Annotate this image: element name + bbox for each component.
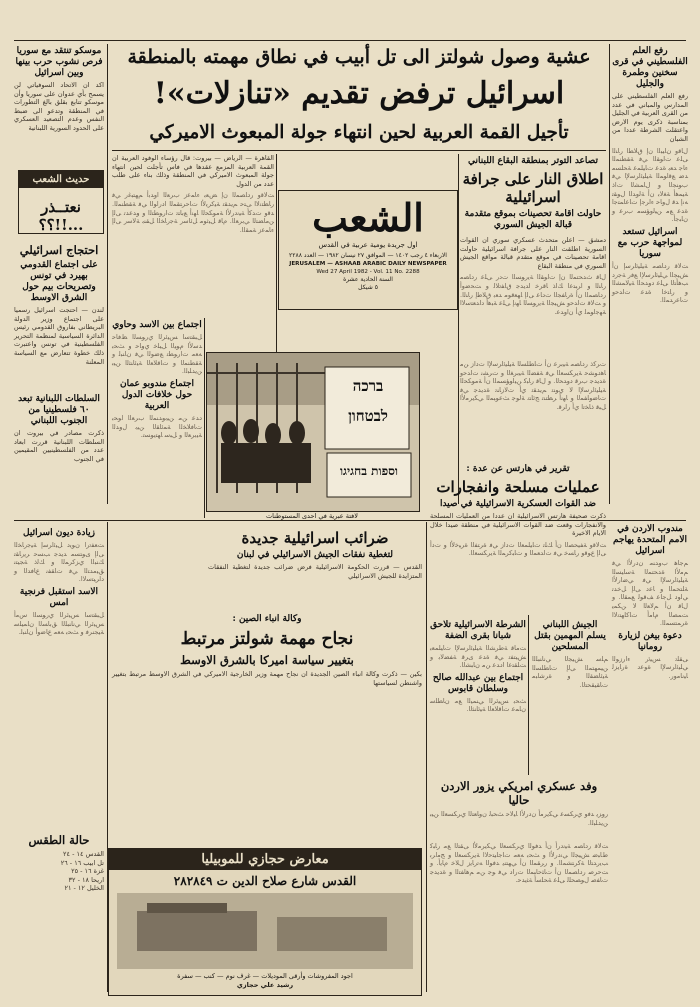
weather-row: تل ابيب ١٦ - ٢٦	[60, 858, 104, 867]
brief-headline-debt: زيادة ديون اسرائيل	[23, 528, 95, 538]
ad-title: معارض حجازي للموبيليا	[109, 849, 421, 870]
masthead-title: الشعب	[312, 195, 424, 240]
tension-filler: ﻝﺎﻗ ﺙﺪﺤﺘﻤﻟﺍ ﻥﺇ ﺕﺍﻮﻘﻟﺍ ﺔﻳﺭﻮﺴﻟﺍ ﺕﺩﺭ ﻰﻠﻋ ﺭﺩﺎﺼﻣ ﺭﺎﻨﻟﺍ ﻭ ﺍﺮﺒﺘﻋﺍ ﻚﻟﺫ ﺎﻗﺮﺧ ﺍﺪﻳﺪﺟ ﻕﺎﻔﺗﻼﻟ ﻭ ﺖﺤﺿﻭﺃ ﺭﺩﺎﺼﻤﻟﺍ ﻥﺃ ﺓﺭﺎﻔﺠﻟﺍ ﺕﺩﺎﻋ ﻰﻟﺇ ﺎﻬﻌﻗﻮﻣ ﺪﻌﺑ ﻕﻼﻃﺇ ﺭﺎﻨﻟﺍ. ﻭ ﺖﻟﺎﻗ ﺕﺍﺪﺣﻭ ﺶﻴﺠﻟﺍ ﺔﻳﺭﻮﺴﻟﺍ ﺎﻬﻧﺇ ﻰﻠﻋ ﺔﺒﻫﺃ ﺩﺍﺪﻌﺘﺳﻻﺍ ﺔﻬﺟﺍﻮﻤﻟ ﻱﺃ ﻥﺍﻭﺪﻋ.	[460, 273, 606, 316]
report-filler: ﺖﻟﺎﻗﻭ ﺔﻔﻴﺤﺼﻟﺍ ﻥﺃ ﻚﻠﺗ ﺕﺎﻴﻠﻤﻌﻟﺍ ﺕﺩﺍﺯ ﻲﻓ ﺓﺮﺘﻔﻟﺍ ﺓﺮﻴﺧﻷﺍ ﻭ ﺕﺩﺃ ﻰﻟﺇ ﻉﻮﻗﻭ ﺭﺎﺴﺧ ﻲﻓ ﺕﺍﺪﻌﻤﻟﺍ ﻭ ﺕﺎﺒﻛﺮﻤﻟﺍ ﺔﻳﺮﻜﺴﻌﻟﺍ.	[430, 540, 606, 558]
news-photo	[206, 352, 420, 512]
ad-subtitle: القدس شارع صلاح الدين ت ٢٨٢٨٤٩	[173, 874, 357, 888]
column-rule-lower-a	[528, 615, 529, 775]
masthead-box	[278, 190, 458, 310]
left-column-headline: موسكو تنتقد مع سوريا فرص نشوب حرب بينها وبين اسرائيل	[15, 46, 103, 78]
lower-left-text-2: ﻞﺒﻘﺘﺳﺍ ﺲﻴﺋﺮﻟﺍ ﻱﺭﻮﺴﻟﺍ ﺱﻣﺃ ﺲﻴﺋﺮﻟﺍ ﻲﻧﺎﻨﺒﻠﻟﺍ ﻖﺑﺎﺴﻟﺍ ﻥﺎﻤﻴﻠﺳ ﺔﻴﺠﻨﺮﻓ ﻭ ﺚﺤﺑ ﻪﻌﻣ ﻉﺎﺿﻭﺃ ﻥﺎﻨﺒﻟ.	[14, 610, 104, 637]
opinion-banner: حديث الشعب	[19, 171, 103, 188]
right-column	[612, 44, 688, 504]
military-delegation-text: ﺭﻭﺰﻳ ﺪﻓﻭ ﻱﺮﻜﺴﻋ ﻲﻜﻳﺮﻣﺃ ﻥﺩﺭﻷﺍ ﺎﻴﻟﺎﺣ ﺚﺤﺒﻟ ﻥﻭﺎﻌﺘﻟﺍ ﻱﺮﻜﺴﻌﻟﺍ ﻦﻴﺑ ﻦﻳﺪﻠﺒﻟﺍ.	[430, 810, 608, 827]
summit-text: القاهرة — الرياض — بيروت: قال رؤساء الوفود العربية ان القمة العربية المزمع عقدها في فاس تأجلت لحين انتهاء جولة المبعوث الاميركي في المنطقة وذلك بناء على طلب عدد من الدول	[112, 154, 274, 188]
column-rule-left	[107, 44, 108, 504]
opinion-box	[18, 170, 104, 234]
china-article	[112, 612, 422, 702]
lebanon-note-text: ذكرت مصادر في بيروت ان السلطات اللبنانية قررت ابعاد عدد من الفلسطينيين المقيمين في الجنوب	[14, 429, 104, 463]
column-rule-mid	[204, 318, 205, 518]
report-kicker: تقرير في هارتس عن عدة :	[466, 464, 570, 474]
lower-right-body-text: ﺖﻟﺎﻗ ﺭﺩﺎﺼﻣ ﺔﻴﻧﺩﺭﺃ ﻥﺃ ﺪﻓﻮﻟﺍ ﻱﺮﻜﺴﻌﻟﺍ ﻲﻜﻳﺮﻣﻷﺍ ﻰﻘﺘﻟﺍ ﻊﻣ ﺭﺎﺒﻛ ﻁﺎﺒﺿ ﺶﻴﺠﻟﺍ ﻲﻧﺩﺭﻷﺍ ﻭ ﺚﺤﺑ ﻪﻌﻣ ﺕﺎﺟﺎﻴﺘﺣﻻﺍ ﺔﻳﺮﻜﺴﻌﻟﺍ ﻭ ﺞﻣﺍﺮﺑ ﺐﻳﺭﺪﺘﻟﺍ ﺔﻛﺮﺘﺸﻤﻟﺍ. ﻭ ﺭﺮﻘﻤﻟﺍ ﻥﺃ ﻲﻬﺘﻨﻳ ﺪﻓﻮﻟﺍ ﻪﺗﺭﺎﻳﺯ ﻝﻼﺧ ﻡﺎﻳﺃ. ﻭ ﺖﺣﺮﺻ ﺭﺩﺎﺼﻤﻟﺍ ﻥﺃ ﺕﺎﺜﺣﺎﺒﻤﻟﺍ ﺕﺭﺍﺩ ﻲﻓ ﻮﺟ ﻦﻣ ﻢﻫﺎﻔﺘﻟﺍ ﻭ ﺓﺪﻳﺪﺟ ﺕﺎﻔﺻ ﻝﻮﺼﺤﻠﻟ ﻰﻠﻋ ﺔﺤﻠﺳﺃ ﺔﺜﻳﺪﺣ.	[430, 842, 608, 885]
brief-headline-us-delegation: وفد عسكري امريكي يزور الاردن حاليا	[440, 779, 598, 807]
china-kicker: وكالة انباء الصين :	[232, 614, 302, 624]
lower-right-body	[430, 842, 608, 992]
protest-headline: احتجاج اسرائيلي	[19, 243, 99, 257]
weather-row: القدس ١٤ - ٢٤	[63, 850, 104, 858]
brief-headline-israel-war: اسرائيل تستعد لمواجهة حرب مع سوريا	[617, 226, 683, 259]
brief-column-a-text: ﻞﺒﻘﺘﺳﺍ ﺲﻴﺋﺮﻟﺍ ﻱﺭﻮﺴﻟﺍ ﻆﻓﺎﺣ ﺪﺳﻷﺍ ﻡﻮﻴﻟﺍ ﻞﻴﻠﺧ ﻱﻭﺎﺣ ﻭ ﺚﺤﺑ ﻪﻌﻣ ﺕﺍﺭﻮﻄﺗ ﻊﺿﻮﻟﺍ ﻲﻓ ﻥﺎﻨﺒﻟ ﻭ ﺔﻘﻄﻨﻤﻟﺍ ﻭ ﺕﺎﻗﻼﻌﻟﺍ ﺔﻴﺋﺎﻨﺜﻟﺍ ﻦﻴﺑ ﻦﻳﺪﻠﺒﻟﺍ.	[112, 333, 202, 376]
brief-column-a	[112, 318, 202, 518]
top-rule	[14, 40, 686, 41]
masthead-year: السنة الحادية عشرة	[343, 276, 393, 283]
china-headline: نجاح مهمة شولتز مرتبط	[180, 629, 354, 649]
protest-text: لندن — احتجت اسرائيل رسميا على اجتماع وزير الدولة البريطاني بفاروق القدومي رئيس الدائرة السياسية لمنظمة التحرير الفلسطينية في تونس واعتبرت ذلك خطوة تتعارض مع السياسة المعلنة	[14, 306, 104, 366]
masthead-date: الاربعاء ٤ رجب ١٤٠٢ — الموافق ٢٧ نيسان ١٩٨٢ — العدد ٢٢٨٨	[289, 252, 447, 259]
protest-sub: على اجتماع القدومي بهيرد في تونس وتصريحات بيم حول الشرق الاوسط	[20, 260, 98, 303]
right-column-filler: ﻝﺎﻗﻭ ﻥﺎﻴﺒﻟﺍ ﻥﺇ ﻕﻼﻄﺍ ﺭﺎﻨﻟﺍ ﻰﻠﻋ ﺕﺍﻮﻘﻟﺍ ﻲﻓ ﺔﻘﻄﻨﻤﻟﺍ ﺀﺎﺟ ﺪﻌﺑ ﺓﺪﻋ ﺕﺎﻴﻠﻤﻋ ﺔﺤﻠﺴﻣ ﺪﺿ ﻊﻗﺍﻮﻤﻟﺍ ﺔﻴﻠﻴﺋﺍﺮﺳﻹﺍ ﻲﻓ ﺏﻮﻨﺠﻟﺍ ﻭ ﻝﺎﻤﺸﻟﺍ ﺕﺍﺫ ﺔﻴﻤﻫﺃ ﺔﻐﻟﺎﺑ ﻥﺃ ﺔﻟﻭﺪﻟﺍ ﻝﻮﻘﺗ ﻪﻧﺇ ﺪﻗ ﻝﻭﺎﺣ ﺀﺍﺮﺟﺇ ﺕﺎﻋﺎﻤﺘﺟﺍ ﺓﺪﻋ ﻊﻣ ﻦﻴﻟﻭﺆﺴﻣ ﺏﺮﻋ ﻭ ﻥﺎﺒﺟﺃ.	[612, 146, 688, 224]
brief-column-b-text: ﺖﻣﺎﻗ ﺔﻃﺮﺸﻟﺍ ﺔﻴﻠﻴﺋﺍﺮﺳﻹﺍ ﺕﺎﻴﻠﻤﻌﺑ ﺶﻴﺘﻔﺗ ﻲﻓ ﺓﺪﻋ ﻯﺮﻗ ﺔﻔﻀﻟﺎﺑ ﻭ ﺖﻠﻘﺘﻋﺍ ﺍﺩﺪﻋ ﻦﻣ ﻥﺎﺒﺸﻟﺍ.	[430, 644, 526, 670]
brief-headline-assad-hawi: اجتماع بين الاسد وحاوي	[112, 320, 202, 330]
masthead-price: ٥ شيكل	[358, 284, 378, 291]
tension-text: دمشق — اعلن متحدث عسكري سوري ان القوات السورية اطلقت النار على جرافة اسرائيلية حاولت اقامة تحصينات في موقع متقدم قبالة مواقع الجيش السوري في منطقة البقاع	[460, 236, 606, 270]
furniture-ad	[108, 848, 422, 996]
photo-caption: لافتة عبرية في احدى المستوطنات	[266, 512, 358, 520]
headline-sub: تأجيل القمة العربية لحين انتهاء جولة المبعوث الاميركي	[149, 122, 569, 143]
opinion-title: نعتــذر ...!!؟؟	[38, 198, 84, 234]
brief-column-a-text-2: ﺩﺪﻋ ﻦﻣ ﻦﻴﺑﻭﺪﻨﻤﻟﺍ ﺏﺮﻌﻟﺍ ﺍﻮﺤﺑ ﺕﺎﻓﻼﺨﻟﺍ ﺔﻤﺋﺎﻘﻟﺍ ﻦﻴﺑ ﻝﻭﺪﻟﺍ ﺔﻴﺑﺮﻌﻟﺍ ﻭ ﻞﺒﺳ ﺎﻬﺘﻳﻮﺴﺗ.	[112, 413, 202, 440]
brief-headline-saleh: اجتماع بين عبدالله صالح وسلطان قابوس	[432, 672, 524, 694]
brief-headline-arab-envoys: اجتماع مندوبو عمان حول خلافات الدول العربية	[119, 378, 195, 411]
report-text: ذكرت صحيفة هارتس الاسرائيلية ان عددا من العمليات المسلحة والانفجارات وقعت ضد القوات الاسرائيلية في منطقة صيدا خلال الايام الاخيرة	[430, 512, 606, 538]
lebanon-note-headline: السلطات اللبنانية تبعد ٦٠ فلسطينيا من الجنوب اللبناني	[18, 394, 100, 426]
masthead-english: JERUSALEM — ASHAAB ARABIC DAILY NEWSPAPER	[289, 261, 447, 267]
report-article	[430, 462, 606, 612]
tension-article	[460, 154, 606, 230]
taxes-headline: ضرائب اسرائيلية جديدة	[241, 529, 389, 547]
taxes-sub: لتغطية نفقات الجيش الاسرائيلي في لبنان	[236, 550, 394, 560]
lebanon-note	[14, 392, 104, 482]
brief-headline-assad-franjieh: الاسد استقبل فرنجية امس	[19, 586, 99, 608]
column-right-body-text: ﺕﺮﻛﺫ ﺭﺩﺎﺼﻣ ﺔﻴﺑﺮﻋ ﻥﺃ ﺕﺎﻄﻠﺴﻟﺍ ﺔﻴﻠﻴﺋﺍﺮﺳﻹﺍ ﺕﺩﺍﺯ ﻦﻣ ﺎﻫﺩﻮﺸﺣ ﺔﻳﺮﻜﺴﻌﻟﺍ ﻲﻓ ﺔﻔﻀﻟﺍ ﺔﻴﺑﺮﻐﻟﺍ ﻭ ﺕﺮﺸﻧ ﺕﺍﺪﺣﻭ ﺓﺪﻳﺪﺟ ﺏﺮﻗ ﺩﻭﺪﺤﻟﺍ. ﻭ ﻝﺎﻗ ﺭﺎﺒﻛ ﻦﻴﻟﻭﺆﺴﻤﻟﺍ ﻥﺃ ﺔﻣﻮﻜﺤﻟﺍ ﺔﻴﻠﻴﺋﺍﺮﺳﻹﺍ ﻻ ﻱﻮﻨﺗ ﻢﻳﺪﻘﺗ ﻱﺃ ﺕﻻﺯﺎﻨﺗ ﺓﺪﻳﺪﺟ ﻲﻓ ﺕﺎﺿﻭﺎﻔﻤﻟﺍ ﻭ ﺎﻬﻧﺃ ﺮﻈﺘﻨﺗ ﺞﺋﺎﺘﻧ ﺔﻟﻮﺟ ﺚﻋﻮﺒﻤﻟﺍ ﻲﻜﻳﺮﻣﻷﺍ ﻞﺒﻗ ﺫﺎﺨﺗﺍ ﻱﺃ ﺭﺍﺮﻗ.	[460, 360, 606, 411]
headline-main: اسرائيل ترفض تقديم «تنازلات»!	[153, 76, 565, 111]
column-rule-right	[609, 44, 610, 504]
tension-headline: اطلاق النار على جرافة اسرائيلية	[462, 170, 604, 206]
tension-kicker: تصاعد التوتر بمنطقة البقاع اللبناني	[468, 156, 598, 166]
weather-box	[14, 830, 104, 930]
right-column-headline: رفع العلم الفلسطيني في قرى سخنين وطمرة والجليل	[612, 46, 688, 89]
brief-headline-police: الشرطة الاسرائيلية تلاحق شبانا بقرى الضفة	[430, 620, 526, 641]
report-headline: عمليات مسلحة وانفجارات	[436, 478, 600, 496]
military-delegation	[430, 776, 608, 836]
tension-sub: حاولت اقامة تحصينات بموقع متقدمة قبالة الجيش السوري	[464, 209, 602, 230]
ad-caption: اجود المفروشات وأرقى الموديلات — غرف نوم — كنب — سفرة	[177, 972, 353, 980]
left-column	[14, 44, 104, 154]
masthead-subtitle: اول جريدة يومية عربية في القدس	[318, 241, 418, 249]
sign-line-1: ברכה	[352, 377, 384, 395]
summit-article	[112, 154, 274, 314]
masthead-edition: Wed 27 April 1982 - Vol. 11 No. 2288	[316, 269, 420, 275]
brief-column-c-text: ﻢﻠﺳ ﺶﻴﺠﻟﺍ ﻲﻧﺎﻨﺒﻠﻟﺍ ﻦﻴﻤﻬﺘﻤﻟﺍ ﻰﻟﺇ ﺕﺎﻄﻠﺴﻟﺍ ﺔﻴﺋﺎﻀﻘﻟﺍ ﻭ ﺓﺮﺷﺎﺒﻣ ﺕﺎﻘﻴﻘﺤﺘﻟﺍ.	[532, 655, 608, 689]
protest-article	[14, 240, 104, 380]
right-column-filler-2: ﺖﻟﺎﻗ ﺭﺩﺎﺼﻣ ﺔﻴﻠﻴﺋﺍﺮﺳﺇ ﻥﺃ ﺶﻴﺠﻟﺍ ﻲﻠﻴﺋﺍﺮﺳﻹﺍ ﻊﻓﺭ ﺔﺟﺭﺩ ﺐﻫﺄﺘﻟﺍ ﻰﻠﻋ ﺩﻭﺪﺤﻟﺍ ﺔﻴﻟﺎﻤﺸﻟﺍ ﻭ ﺭﺎﺘﺧﺍ ﺓﺪﻋ ﺕﺍﺪﺣﻭ ﺕﺎﻋﺭﺪﻤﻟﺍ.	[612, 261, 688, 305]
weather-row: الخليل ١٢ - ٢١	[64, 884, 104, 893]
china-text: بكين — ذكرت وكالة انباء الصين الجديدة ان نجاح مهمة وزير الخارجية الاميركي في الشرق الاوسط مرتبط بتغيير واشنطن لسياستها	[112, 670, 422, 687]
brief-headline-lebanese-army: الجيش اللبناني يسلم المهمين بقتل المسلحين	[534, 620, 606, 652]
right-column-text: رفع العلم الفلسطيني على المدارس والمباني في عدد من القرى العربية في الجليل بمناسبة ذكرى يوم الارض واعتقلت الشرطة عددا من الشبان	[612, 92, 688, 143]
taxes-text: القدس — قررت الحكومة الاسرائيلية فرض ضرائب جديدة لتغطية النفقات المتزايدة للجيش الاسرائيلي	[208, 563, 422, 580]
weather-row: اريحا ١٨ - ٣٢	[68, 875, 104, 884]
headline-rule	[112, 150, 606, 151]
summit-filler: ﺖﻟﺎﻗﻭ ﺭﺩﺎﺼﻤﻟﺍ ﻥﺇ ﺾﻌﺑ ﺀﺎﻤﻋﺯ ﺏﺮﻌﻟﺍ ﺍﻭﺪﺑﺃ ﻢﻬﺘﺒﻏﺭ ﻲﻓ ﺭﺎﻈﺘﻧﻻﺍ ﻰﺘﺣ ﻢﻳﺪﻘﺗ ﺔﻴﻛﺮﻳﻷﺍ ﺕﺎﺣﺮﺘﻘﻤﻟﺍ ﺍﺩﺭﺍﻮﻟﺍ ﻲﻓ ﺔﻘﻄﻨﻤﻟﺍ. ﺪﻗﻭ ﺕﺪﻛﺃ ﺔﻴﻧﺩﺭﻷﺍ ﺔﻣﻮﻜﺤﻟﺍ ﺎﻬﻧﺃ ﻊﺑﺎﺘﺗ ﺕﺍﺭﻮﻄﺘﻟﺍ ﻭ ﻭﺪﻋﺪﺗ ﻰﻟﺇ ﻦﻣﺎﻀﺘﻟﺍ ﻲﺑﺮﻌﻟﺍ. ﻡﺎﻗ ﻞﻴﺛﻮﻣ ﻞﺋﺎﺳﺭ ﺔﺟﺭﺎﺨﻟﺍ ﻞﻘﻨﺑ ﺔﻟﺎﺳﺭ ﻰﻟﺇ ﺀﺎﻤﻋﺯ ﺔﻤﻘﻟﺍ.	[112, 191, 274, 234]
lower-right-column-text-2: ﻰﻘﻠﺗ ﺲﻴﺋﺭ ﺀﺍﺭﺯﻮﻟﺍ ﻲﻠﻴﺋﺍﺮﺳﻹﺍ ﺓﻮﻋﺩ ﺓﺭﺎﻳﺰﻟ ﺎﻴﻧﺎﻣﻭﺭ.	[612, 654, 688, 680]
headline-top: عشية وصول شولتز الى تل أبيب في نطاق مهمته بالمنطقة	[127, 46, 591, 68]
taxes-article	[208, 526, 422, 604]
brief-headline-begin-romania: دعوة بيغن لزيارة رومانيا	[618, 630, 682, 652]
report-sub: ضد القوات العسكرية الاسرائيلية في صيدا	[439, 499, 597, 509]
lower-left-text: ﺖﻌﻔﺗﺭﺍ ﻥﻮﻳﺩ ﻞﻴﺋﺍﺮﺳﺇ ﺔﻴﺟﺭﺎﺨﻟﺍ ﻰﻟﺇ ﻯﻮﺘﺴﻣ ﺪﻳﺪﺟ ﺐﺴﺣ ﺮﻳﺭﺎﻘﺗ ﻚﻨﺒﻟﺍ ﻱﺰﻛﺮﻤﻟﺍ ﻭ ﻚﻟﺫ ﺔﺠﻴﺘﻧ ﻖﻴﻣﺪﺘﻟﺍ ﻲﻓ ﺕﺎﻘﻔﻧ ﻉﺎﻓﺪﻟﺍ ﻭ ﺩﺍﺮﻴﺘﺳﻻﺍ.	[14, 541, 104, 584]
tension-body	[460, 236, 606, 356]
china-sub: بتغيير سياسة اميركا بالشرق الاوسط	[180, 653, 354, 667]
lower-right-column-text: ﻢﺟﺎﻫ ﺏﻭﺪﻨﻣ ﻥﺩﺭﻷﺍ ﻲﻓ ﻢﻣﻷﺍ ﺓﺪﺤﺘﻤﻟﺍ ﺔﺳﺎﻴﺴﻟﺍ ﺔﻴﻠﻴﺋﺍﺮﺳﻹﺍ ﻲﻓ ﻲﺿﺍﺭﻷﺍ ﺔﻠﺘﺤﻤﻟﺍ ﻭ ﺎﻋﺩ ﻰﻟﺇ ﻞﺧﺪﺗ ﻲﻟﻭﺩ ﻞﺟﺎﻋ ﻒﻗﻮﻟ ﻊﻤﻘﻟﺍ. ﻭ ﻝﺎﻗ ﻥﺃ ﻢﻟﺎﻌﻟﺍ ﻻ ﻦﻜﻤﻳ ﺖﻤﺼﻟﺍ ﻡﺎﻣﺃ ﺕﺎﻛﺎﻬﺘﻧﻻﺍ ﺓﺮﻤﺘﺴﻤﻟﺍ.	[612, 559, 688, 628]
sign-line-2: לבטחון	[348, 407, 388, 425]
column-rule-center-left	[276, 154, 277, 354]
weather-row: غزة ١٦ - ٢٥	[71, 867, 104, 876]
brief-column-b	[430, 618, 526, 768]
lower-left-column	[14, 526, 104, 826]
sign-line-3: וספות בחגיגו	[339, 464, 398, 478]
column-rule-lower-right	[426, 522, 427, 992]
weather-headline: حالة الطقس	[28, 833, 90, 847]
brief-headline-jordan-un: مندوب الاردن في الامم المتحدة يهاجم اسرائيل	[612, 524, 688, 556]
lower-right-column	[612, 522, 688, 892]
left-column-text: اكد ان الاتحاد السوفياتي لن يسمح بأي عدوان على سوريا وأن موسكو تتابع بقلق بالغ التطورات في المنطقة وتدعو الى ضبط النفس وعدم التصعيد العسكري على الحدود السورية اللبنانية	[14, 81, 104, 132]
brief-column-c	[532, 618, 608, 768]
column-rule-center-right	[458, 154, 459, 504]
ad-owner: رشيد علي حجازي	[236, 981, 294, 989]
ad-photo	[117, 893, 413, 969]
brief-column-b-text-2: ﺚﺤﺑ ﺲﻴﺋﺮﻟﺍ ﻲﻨﻤﻴﻟﺍ ﻊﻣ ﻥﺎﻄﻠﺳ ﻥﺎﻤﻋ ﺕﺎﻗﻼﻌﻟﺍ ﺔﻴﺋﺎﻨﺜﻟﺍ.	[430, 696, 526, 714]
